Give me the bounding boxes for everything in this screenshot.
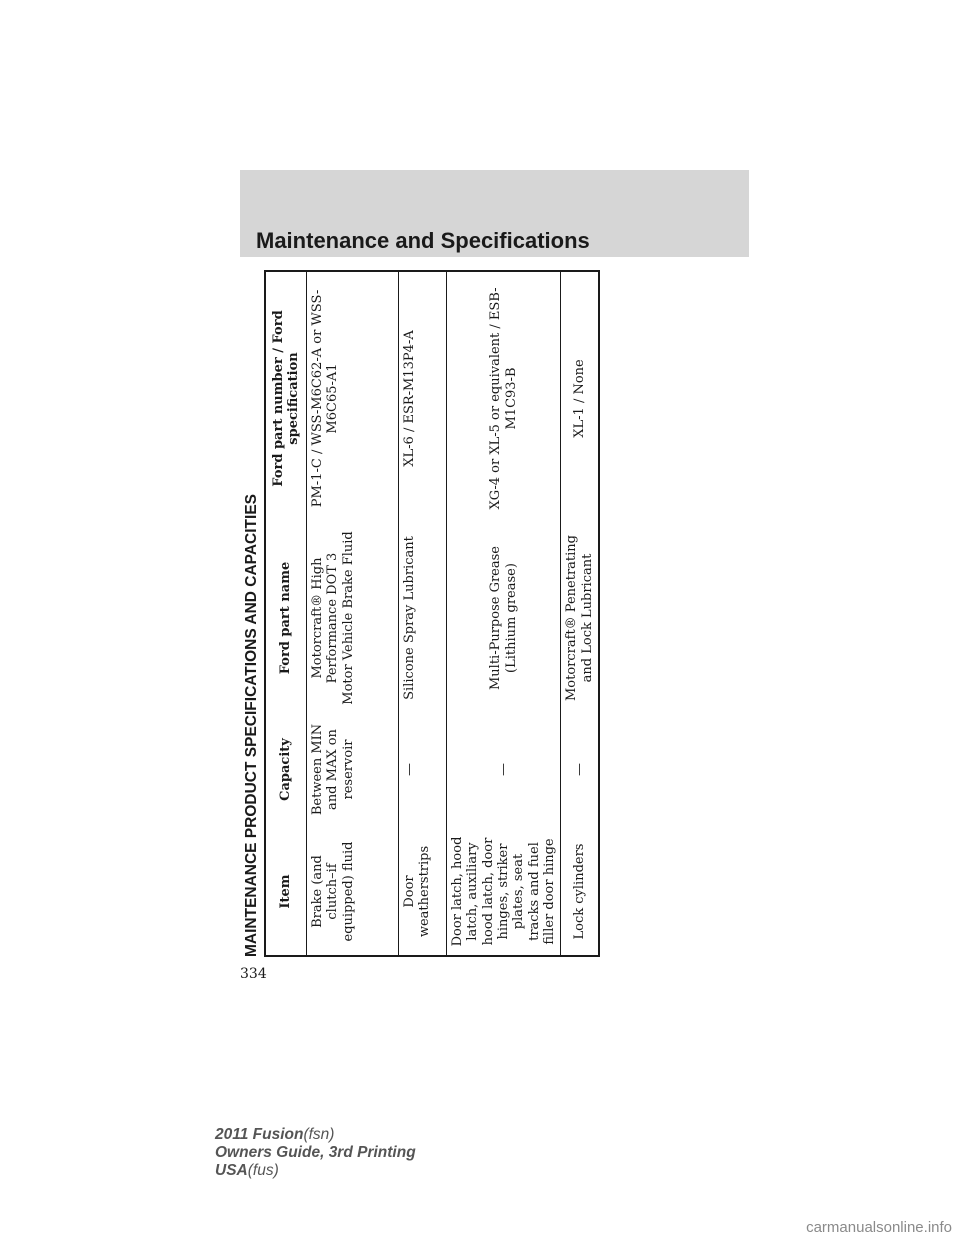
table-title: MAINTENANCE PRODUCT SPECIFICATIONS AND CAPACITIES xyxy=(243,493,260,957)
footer-line-1 xyxy=(215,1126,416,1144)
col-header-part-number: Ford part number / Ford specification xyxy=(265,271,307,525)
footer-market-code: (fus) xyxy=(247,1162,279,1179)
cell-item: Lock cylinders xyxy=(571,843,587,940)
cell-part-number: XG-4 or XL-5 or equivalent / ESB-M1C93-B xyxy=(447,271,561,525)
cell-part-name: Multi-Purpose Grease (Lithium grease) xyxy=(447,525,561,711)
footer-model: 2011 Fusion xyxy=(215,1126,304,1143)
cell-item: Door weatherstrips xyxy=(399,828,447,956)
cell-part-name: Silicone Spray Lubricant xyxy=(399,525,447,711)
watermark-text: carmanualsonline.info xyxy=(806,1219,952,1236)
footer-model-code: (fsn) xyxy=(303,1126,335,1143)
cell-part-number: PM-1-C / WSS-M6C62-A or WSS-M6C65-A1 xyxy=(307,271,399,525)
table-row xyxy=(447,271,561,956)
footer-market: USA xyxy=(215,1162,248,1179)
cell-part-number: XL-1 / None xyxy=(571,359,587,438)
page-number: 334 xyxy=(240,966,267,982)
table-row xyxy=(307,271,399,956)
cell-part-name: Motorcraft® High Performance DOT 3 Motor Vehicle Brake Fluid xyxy=(307,525,399,711)
cell-item: Door latch, hood latch, auxiliary hood latch, door hinges, striker plates, seat tracks and fuel filler door hinge xyxy=(447,828,561,956)
cell-part-name: Motorcraft® Penetrating and Lock Lubricant xyxy=(564,535,595,702)
cell-capacity: — xyxy=(447,711,561,828)
footer-line-2: Owners Guide, 3rd Printing xyxy=(215,1144,416,1161)
table-row xyxy=(399,271,447,956)
table-row xyxy=(561,271,599,956)
cell-item: Brake (and clutch–if equipped) fluid xyxy=(307,828,399,956)
cell-capacity: — xyxy=(571,763,587,776)
footer xyxy=(215,1126,416,1180)
col-header-part-name: Ford part name xyxy=(265,525,307,711)
cell-capacity: Between MIN and MAX on reservoir xyxy=(307,711,399,828)
cell-capacity: — xyxy=(399,711,447,828)
col-header-item: Item xyxy=(265,828,307,956)
section-title: Maintenance and Specifications xyxy=(256,228,590,253)
cell-part-number: XL-6 / ESR-M13P4-A xyxy=(399,271,447,525)
rotated-table-block xyxy=(240,272,597,957)
footer-line-3 xyxy=(215,1162,416,1180)
col-header-capacity: Capacity xyxy=(265,711,307,828)
table-header-row xyxy=(265,271,307,956)
spec-table xyxy=(264,270,600,957)
